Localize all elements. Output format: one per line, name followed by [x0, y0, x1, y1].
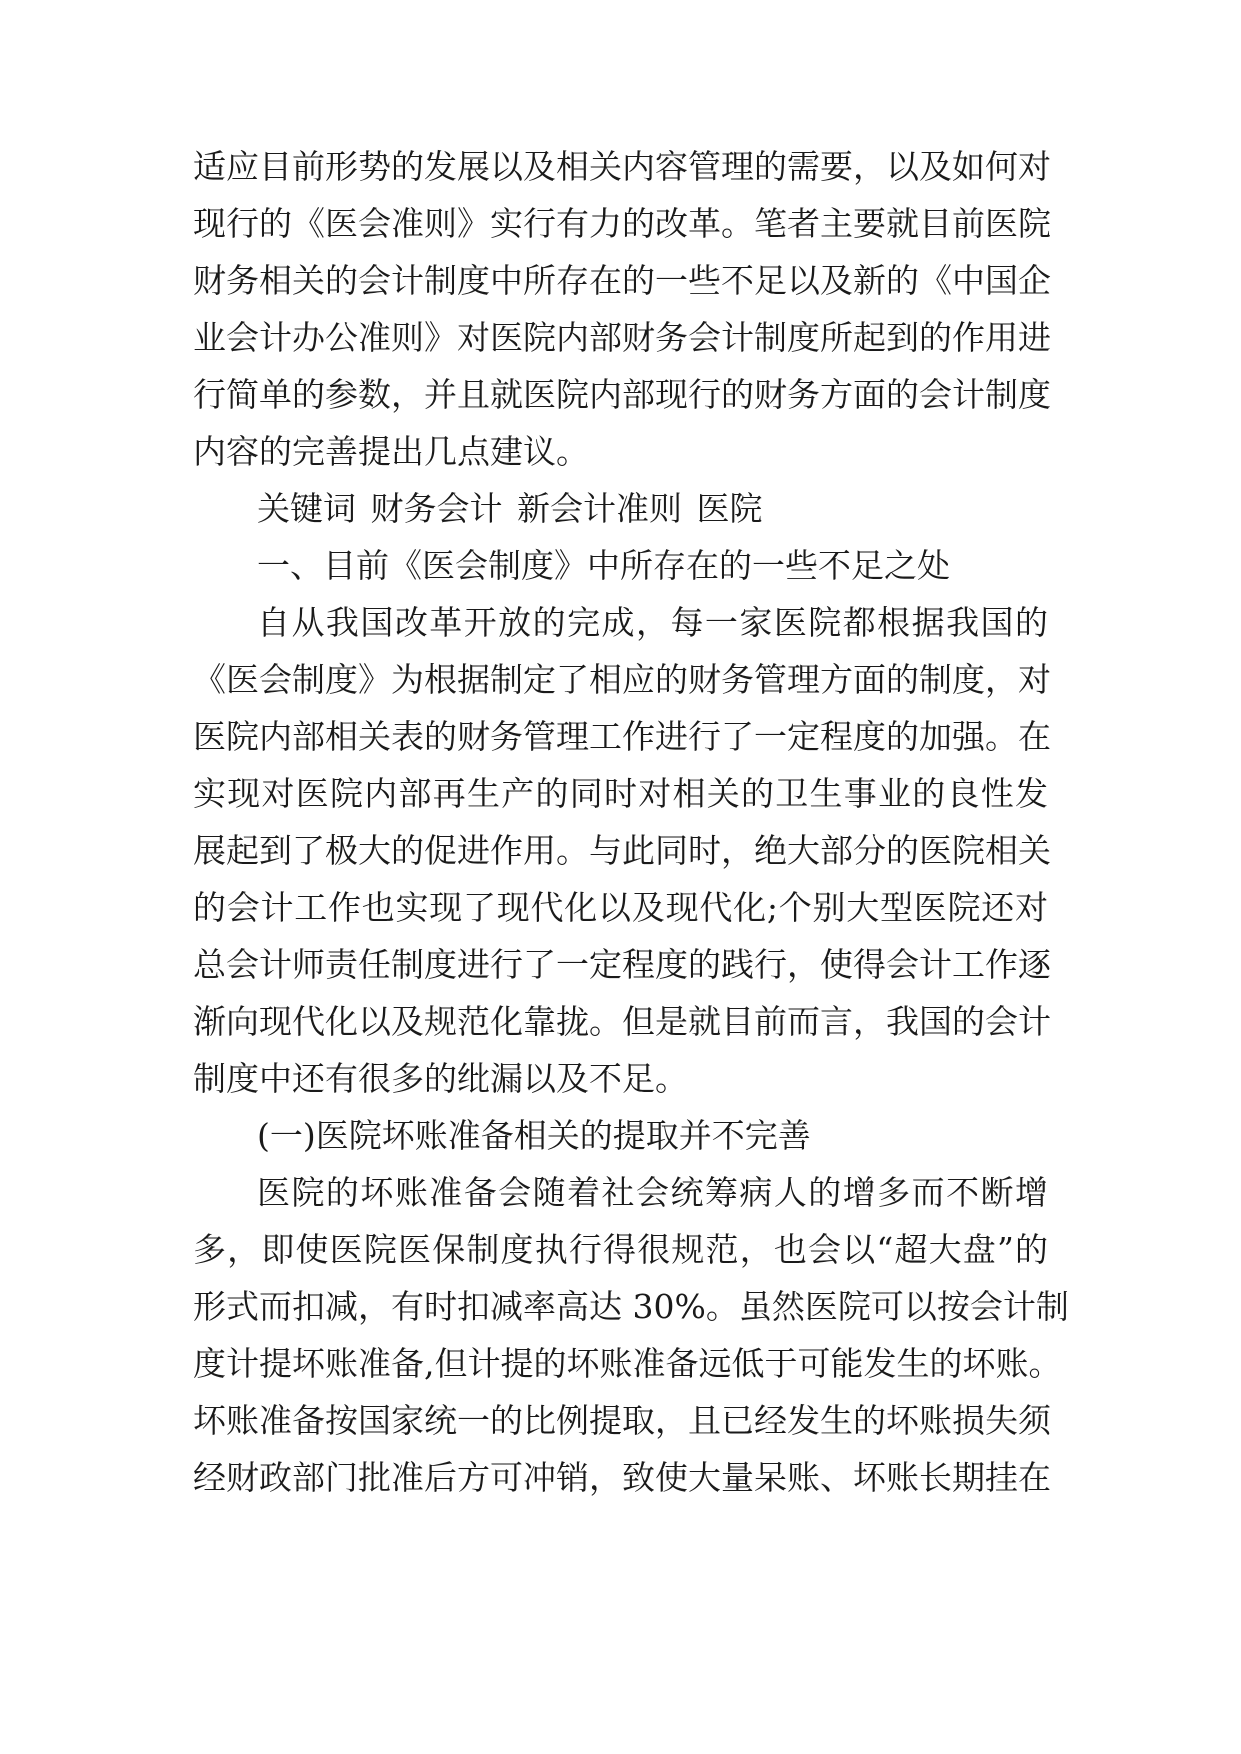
paragraph-line: 《医会制度》为根据制定了相应的财务管理方面的制度，对: [193, 660, 1051, 699]
paragraph-line: 医院内部相关表的财务管理工作进行了一定程度的加强。在: [193, 717, 1051, 756]
paragraph-line: 实现对医院内部再生产的同时对相关的卫生事业的良性发: [193, 774, 1048, 813]
paragraph-line: 度计提坏账准备,但计提的坏账准备远低于可能发生的坏账。: [193, 1344, 1062, 1383]
paragraph-line: 渐向现代化以及规范化靠拢。但是就目前而言，我国的会计: [193, 1002, 1051, 1041]
paragraph-line: 的会计工作也实现了现代化以及现代化;个别大型医院还对: [193, 888, 1048, 927]
paragraph-line: 总会计师责任制度进行了一定程度的践行，使得会计工作逐: [193, 945, 1051, 984]
subsection-heading: (一)医院坏账准备相关的提取并不完善: [257, 1116, 811, 1155]
paragraph-line: 形式而扣减，有时扣减率高达 30%。虽然医院可以按会计制: [193, 1287, 1069, 1326]
paragraph-line: 现行的《医会准则》实行有力的改革。笔者主要就目前医院: [193, 204, 1051, 243]
paragraph-line: 坏账准备按国家统一的比例提取，且已经发生的坏账损失须: [193, 1401, 1051, 1440]
paragraph-line: 行简单的参数，并且就医院内部现行的财务方面的会计制度: [193, 375, 1051, 414]
section-heading: 一、目前《医会制度》中所存在的一些不足之处: [257, 546, 950, 585]
paragraph-line: 适应目前形势的发展以及相关内容管理的需要，以及如何对: [193, 147, 1051, 186]
paragraph-line: 展起到了极大的促进作用。与此同时，绝大部分的医院相关: [193, 831, 1051, 870]
paragraph-line: 业会计办公准则》对医院内部财务会计制度所起到的作用进: [193, 318, 1051, 357]
paragraph-line: 经财政部门批准后方可冲销，致使大量呆账、坏账长期挂在: [193, 1458, 1051, 1497]
paragraph-line: 内容的完善提出几点建议。: [193, 432, 589, 471]
paragraph-line: 制度中还有很多的纰漏以及不足。: [193, 1059, 688, 1098]
paragraph-line: 财务相关的会计制度中所存在的一些不足以及新的《中国企: [193, 261, 1051, 300]
paragraph-line: 医院的坏账准备会随着社会统筹病人的增多而不断增: [257, 1173, 1048, 1212]
keywords-line: 关键词 财务会计 新会计准则 医院: [257, 489, 763, 528]
paragraph-line: 自从我国改革开放的完成，每一家医院都根据我国的: [257, 603, 1048, 642]
paragraph-line: 多，即使医院医保制度执行得很规范，也会以“超大盘”的: [193, 1230, 1048, 1269]
